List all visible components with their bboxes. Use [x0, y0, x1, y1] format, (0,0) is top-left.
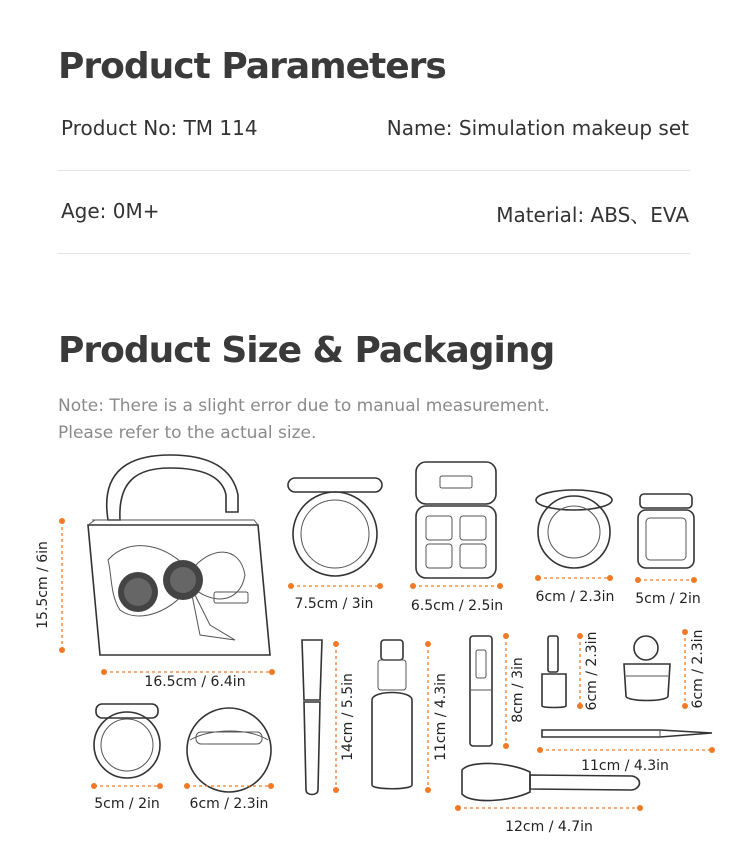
puff-drawing [187, 708, 271, 792]
spray-label: 11cm / 4.3in [433, 673, 449, 761]
big-brush-label: 12cm / 4.7in [505, 819, 593, 835]
eyeshadow-label: 6.5cm / 2.5in [410, 598, 504, 614]
mirror-compact-drawing [288, 478, 382, 576]
divider [58, 253, 690, 254]
parameters-heading: Product Parameters [58, 46, 446, 87]
mascara-label: 14cm / 5.5in [340, 673, 356, 761]
measurement-note-2: Please refer to the actual size. [58, 423, 317, 443]
small-mirror-drawing [94, 704, 160, 778]
bag-width-label: 16.5cm / 6.4in [144, 674, 246, 690]
spray-bottle-drawing [372, 640, 412, 789]
product-name: Name: Simulation makeup set [386, 116, 689, 140]
thin-brush-label: 11cm / 4.3in [581, 758, 669, 774]
jar-drawing [624, 636, 670, 701]
bag-height-label: 15.5cm / 6in [35, 541, 51, 629]
round-compact-label: 6cm / 2.3in [535, 589, 615, 605]
mascara-drawing [302, 640, 322, 795]
small-mirror-label: 5cm / 2in [94, 796, 160, 812]
square-compact-drawing [638, 494, 694, 568]
product-material: Material: ABS、EVA [496, 203, 689, 227]
product-age: Age: 0M+ [61, 199, 160, 223]
size-heading: Product Size & Packaging [58, 330, 555, 371]
product-illustration [0, 440, 750, 859]
product-number: Product No: TM 114 [61, 116, 258, 140]
nail-polish-label: 6cm / 2.3in [584, 631, 600, 711]
mirror-label: 7.5cm / 3in [294, 596, 374, 612]
nail-polish-drawing [542, 636, 566, 708]
thin-brush-drawing [542, 730, 712, 737]
puff-label: 6cm / 2.3in [189, 796, 269, 812]
handbag-drawing [88, 455, 270, 655]
measurement-note: Note: There is a slight error due to manual measurement. [58, 396, 550, 416]
jar-label: 6cm / 2.3in [690, 629, 706, 709]
eyeshadow-drawing [416, 462, 496, 578]
square-compact-label: 5cm / 2in [635, 591, 701, 607]
lipstick-label: 8cm / 3in [510, 657, 526, 723]
round-compact-drawing [536, 490, 612, 568]
divider [58, 170, 690, 171]
lipstick-drawing [470, 636, 492, 746]
